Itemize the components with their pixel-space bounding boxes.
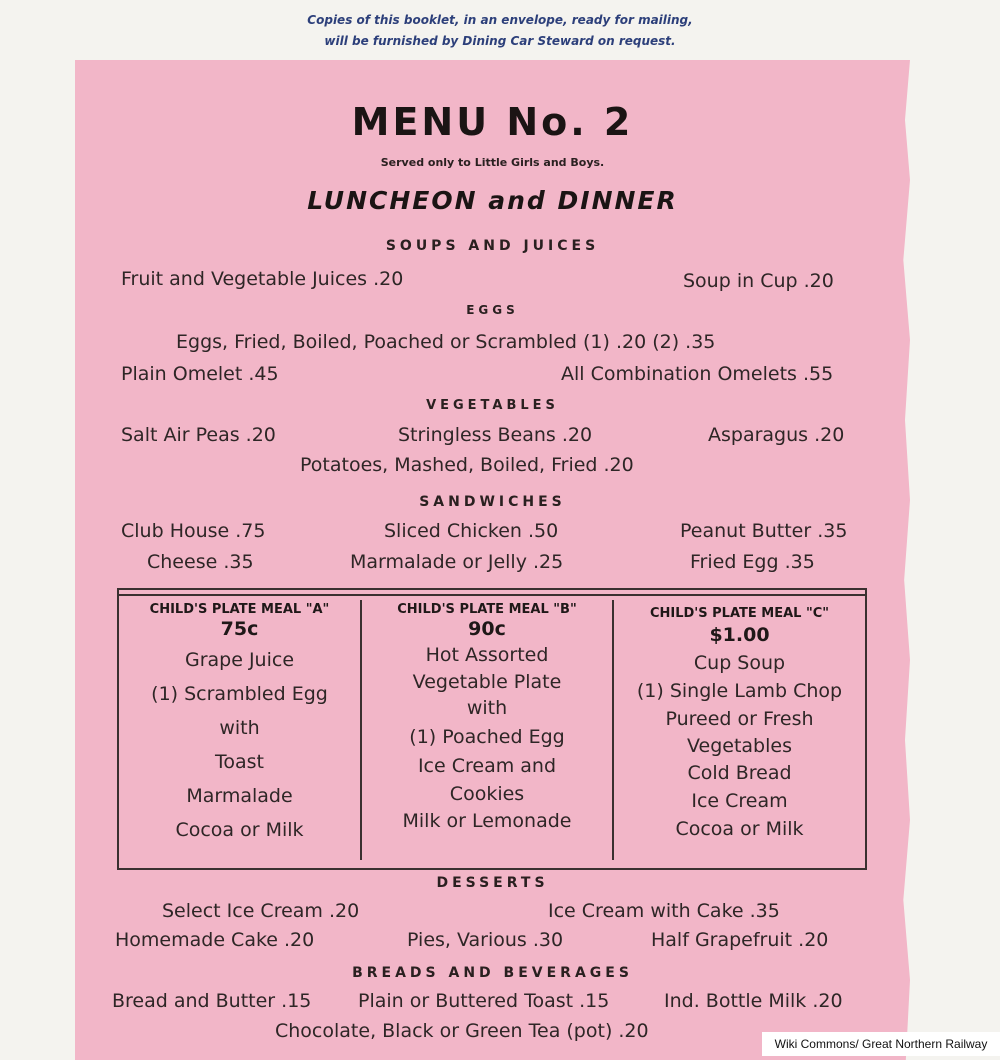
- plate-line: Hot Assorted: [425, 644, 549, 666]
- menu-title: MENU No. 2: [351, 100, 634, 144]
- plate-title: CHILD'S PLATE MEAL "C": [649, 606, 830, 621]
- menu-item: Fried Egg .35: [690, 551, 815, 573]
- menu-item: Bread and Butter .15: [112, 990, 312, 1012]
- plate-line: Toast: [215, 751, 264, 773]
- mailing-notice: [0, 10, 1000, 52]
- menu-item: Salt Air Peas .20: [121, 424, 276, 446]
- menu-item: Potatoes, Mashed, Boiled, Fried .20: [300, 454, 634, 476]
- plate-line: Vegetables: [687, 735, 792, 757]
- plate-line: Pureed or Fresh: [665, 708, 814, 730]
- menu-item: Plain Omelet .45: [121, 363, 279, 385]
- plate-meal-b: [362, 600, 614, 860]
- section-sandwiches-heading: SANDWICHES: [419, 494, 566, 510]
- section-vegetables-heading: VEGETABLES: [426, 398, 559, 413]
- plate-line: Cocoa or Milk: [675, 818, 804, 840]
- image-credit: Wiki Commons/ Great Northern Railway: [762, 1032, 1000, 1056]
- plate-title: CHILD'S PLATE MEAL "A": [149, 602, 330, 617]
- plate-line: Vegetable Plate: [412, 671, 562, 693]
- menu-item: Cheese .35: [147, 551, 254, 573]
- menu-item: Peanut Butter .35: [680, 520, 848, 542]
- notice-line-2: will be furnished by Dining Car Steward on request.: [324, 34, 676, 48]
- menu-item: Ind. Bottle Milk .20: [664, 990, 843, 1012]
- menu-item: Club House .75: [121, 520, 266, 542]
- plate-price: $1.00: [709, 624, 770, 646]
- menu-item: Homemade Cake .20: [115, 929, 315, 951]
- plate-line: Cup Soup: [693, 652, 786, 674]
- menu-item: Soup in Cup .20: [683, 270, 834, 292]
- plate-line: Marmalade: [186, 785, 293, 807]
- menu-item: Pies, Various .30: [407, 929, 564, 951]
- menu-subtitle: Served only to Little Girls and Boys.: [380, 156, 605, 169]
- menu-item: Marmalade or Jelly .25: [350, 551, 564, 573]
- plate-line: (1) Scrambled Egg: [151, 683, 328, 705]
- plate-line: Grape Juice: [184, 649, 295, 671]
- plate-line: Ice Cream: [691, 790, 788, 812]
- menu-item: Eggs, Fried, Boiled, Poached or Scrambled (1) .20 (2) .35: [176, 331, 716, 353]
- plate-line: Cold Bread: [687, 762, 792, 784]
- section-desserts-heading: DESSERTS: [436, 875, 549, 891]
- notice-line-1: Copies of this booklet, in an envelope, ready for mailing,: [307, 13, 693, 27]
- meal-heading: LUNCHEON and DINNER: [307, 186, 678, 215]
- section-eggs-heading: EGGS: [466, 303, 519, 317]
- plate-line: (1) Poached Egg: [409, 726, 565, 748]
- menu-item: Half Grapefruit .20: [651, 929, 829, 951]
- plate-line: Milk or Lemonade: [402, 810, 572, 832]
- plate-line: (1) Single Lamb Chop: [636, 680, 843, 702]
- plate-meals-box: [117, 588, 867, 870]
- section-soups-heading: SOUPS AND JUICES: [385, 238, 600, 254]
- plate-line: Cocoa or Milk: [175, 819, 304, 841]
- plate-price: 90c: [468, 618, 506, 640]
- menu-item: Plain or Buttered Toast .15: [358, 990, 610, 1012]
- menu-item: Stringless Beans .20: [398, 424, 593, 446]
- menu-item: Asparagus .20: [708, 424, 845, 446]
- plate-meal-c: [614, 600, 865, 860]
- section-breads-heading: BREADS AND BEVERAGES: [352, 965, 633, 981]
- plate-price: 75c: [220, 618, 259, 640]
- menu-item: Fruit and Vegetable Juices .20: [121, 268, 404, 290]
- menu-item: Sliced Chicken .50: [384, 520, 559, 542]
- plate-title: CHILD'S PLATE MEAL "B": [397, 602, 577, 617]
- plate-meal-a: [119, 600, 362, 860]
- menu-item: Chocolate, Black or Green Tea (pot) .20: [275, 1020, 649, 1042]
- plate-line: Ice Cream and: [417, 755, 557, 777]
- plate-line: with: [466, 697, 508, 719]
- plate-line: Cookies: [449, 783, 525, 805]
- menu-item: Ice Cream with Cake .35: [548, 900, 780, 922]
- plate-line: with: [219, 717, 260, 739]
- menu-item: Select Ice Cream .20: [162, 900, 360, 922]
- menu-item: All Combination Omelets .55: [561, 363, 834, 385]
